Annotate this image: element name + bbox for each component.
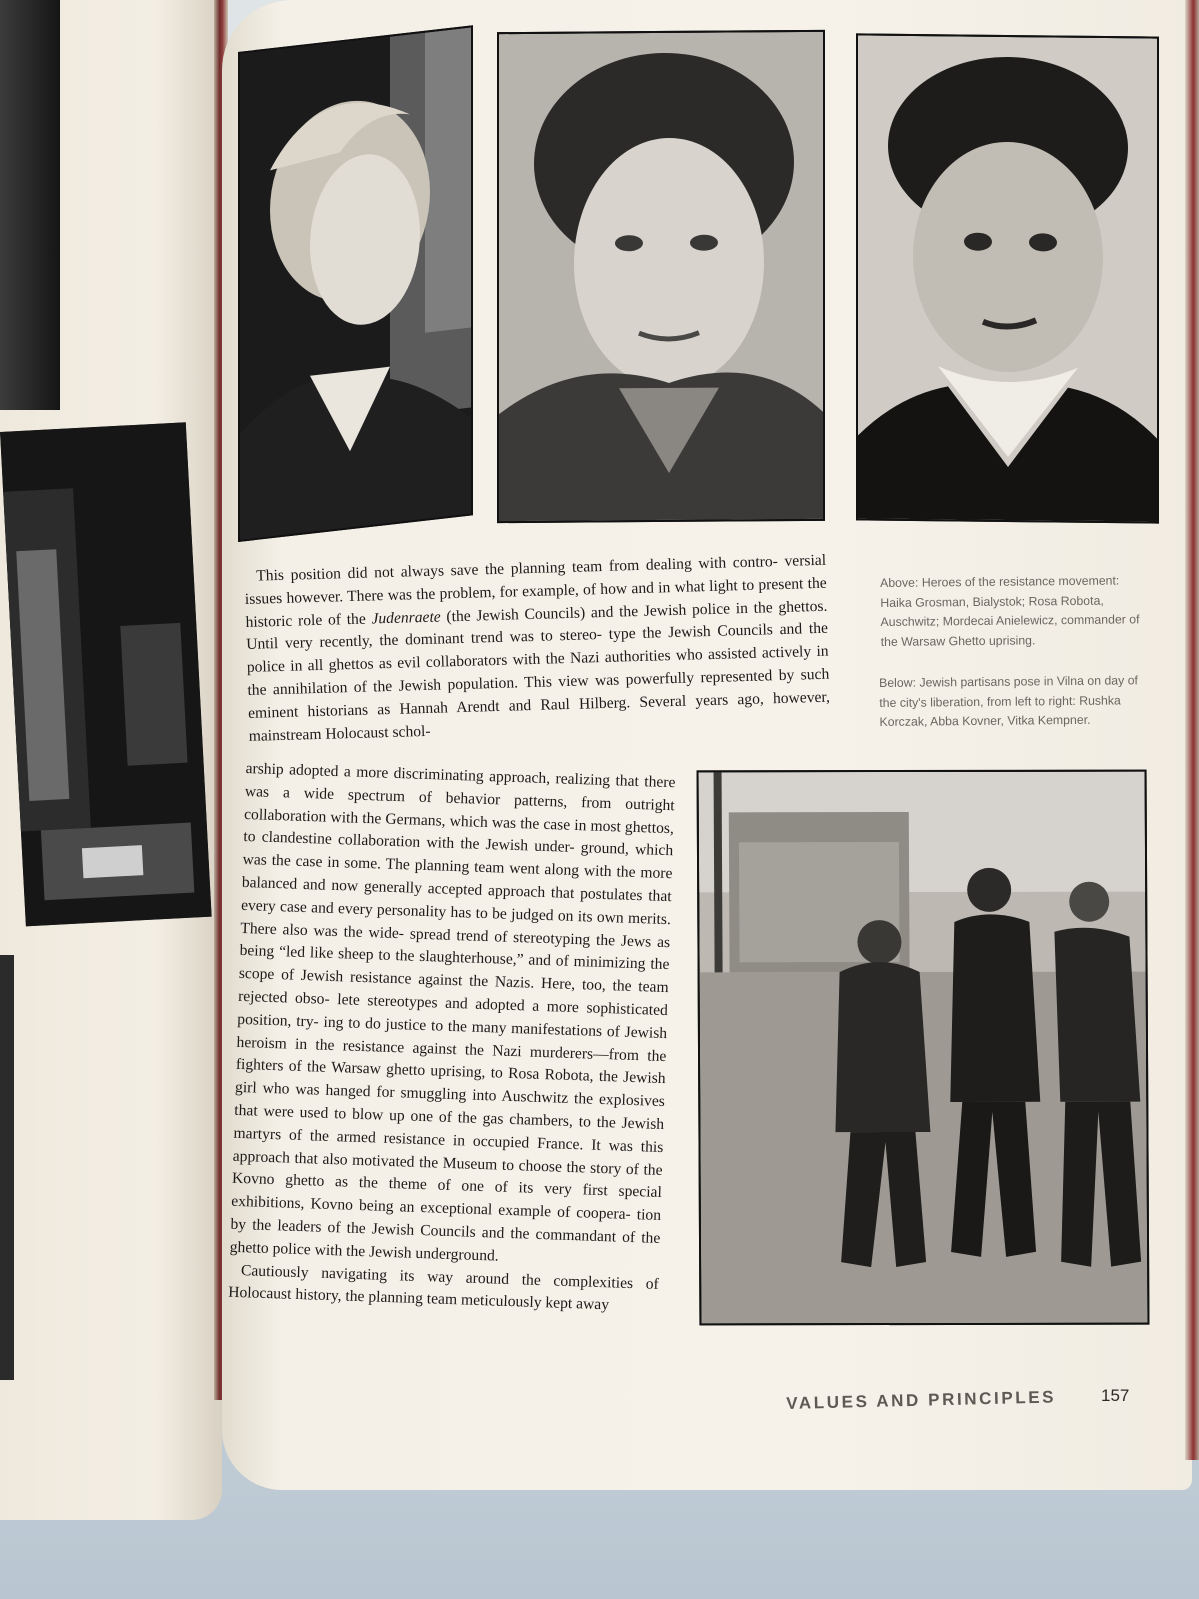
text-line: ing to do justice to the many manifestations of Jewish heroism in <box>236 1013 668 1053</box>
text-line: along with the more balanced and now generally accepted <box>241 861 673 899</box>
left-page-photo-bottom <box>0 955 14 1380</box>
text-line: (the Jewish Councils) and the <box>440 602 639 626</box>
text-line: the Warsaw ghetto uprising, to Rosa Robota, the Jewish girl who <box>234 1058 666 1098</box>
text-line: approach that postulates that every case and every personality <box>240 882 672 921</box>
text-line: collaboration with the Germans, which was the case in most <box>243 805 622 836</box>
text-line: versial issues however. There was the problem, for example, of how and in what <box>244 551 827 608</box>
page-number: 157 <box>1101 1386 1130 1405</box>
portrait-photo-rosa-robota <box>497 30 825 523</box>
text-line: Holocaust history, the planning team meticulously kept away <box>227 1284 610 1314</box>
text-line: Arendt and Raul Hilberg. Several years ago, however, mainstream Holocaust schol- <box>248 688 831 745</box>
left-page-photo-top <box>0 0 60 410</box>
text-line: arship adopted a more discriminating approach, realizing that <box>245 759 640 791</box>
text-line: were used to blow up one of the gas chambers, to the Jewish <box>263 1102 665 1134</box>
text-line: Jewish police in the ghettos. Until very recently, the dominant trend was to stereo- <box>245 597 828 654</box>
text-line: resistance against the Nazis. Here, too, the team rejected obso- <box>237 968 669 1008</box>
body-text-paragraph-1-wide <box>244 550 831 749</box>
text-line: there was a wide spectrum of behavior patterns, from outright <box>244 773 676 815</box>
text-line: was hanged for smuggling into Auschwitz the explosives that <box>234 1080 666 1120</box>
text-line: Nazi authorities who assisted actively in the annihilation of the Jewish population. <box>247 642 829 699</box>
text-line: lete stereotypes and adopted a more sophisticated position, try- <box>237 991 669 1031</box>
left-page <box>0 0 222 1520</box>
text-line: This position did not always save the planning team from dealing with contro- <box>256 553 779 585</box>
text-line: ground, which was the case in some. The planning team went <box>242 839 674 878</box>
portrait-photo-haika-grosman <box>238 25 473 542</box>
text-line: martyrs of the armed resistance in occupied France. It was this <box>233 1124 664 1156</box>
text-line: has to be judged on its own merits. There also was the wide- <box>240 903 672 942</box>
body-text-paragraph-1-narrow <box>228 758 676 1319</box>
text-line: Cautiously navigating its way around the complexities of <box>240 1261 660 1293</box>
text-line: approach that also motivated the Museum to choose the story of <box>232 1147 640 1178</box>
running-head: VALUES AND PRINCIPLES <box>786 1387 1057 1413</box>
text-line: the resistance against the Nazi murderers—from the fighters of <box>235 1036 667 1076</box>
text-line: spread trend of stereotyping the Jews as being “led like sheep to <box>239 925 671 965</box>
left-page-photo-middle <box>0 422 212 926</box>
text-line: the Kovno ghetto as the theme of one of its very first special <box>231 1160 663 1202</box>
text-line: type the Jewish Councils and the police in all ghettos as evil collaborators with the <box>246 620 829 677</box>
text-italic-judenraete: Judenraete <box>371 608 441 628</box>
partisans-photo-vilna <box>697 770 1150 1326</box>
text-line: tion by the leaders of the Jewish Councils and the commandant <box>230 1206 662 1246</box>
text-line: exhibitions, Kovno being an exceptional example of coopera- <box>231 1192 632 1224</box>
text-line: light to present the historic role of the <box>245 574 827 631</box>
caption-above: Above: Heroes of the resistance movement: Haika Grosman, Bialystok; Rosa Robota, Auschwitz; Mordecai Anielewicz, commander of the Warsaw Ghetto uprising. <box>880 573 1140 649</box>
page-edge <box>1185 0 1199 1460</box>
text-line: the slaughterhouse,” and of minimizing the scope of Jewish <box>238 947 670 986</box>
portrait-photo-mordecai-anielewicz <box>856 33 1159 523</box>
text-line: This view was powerfully represented by such eminent historians as Hannah <box>247 665 830 722</box>
text-line: ghettos, to clandestine collaboration with the Jewish under- <box>243 818 675 857</box>
text-line: of the ghetto police with the Jewish underground. <box>229 1228 661 1265</box>
caption-below: Below: Jewish partisans pose in Vilna on day of the city's liberation, from left to right: Rushka Korczak, Abba Kovner, Vitka Kempner. <box>879 673 1138 729</box>
